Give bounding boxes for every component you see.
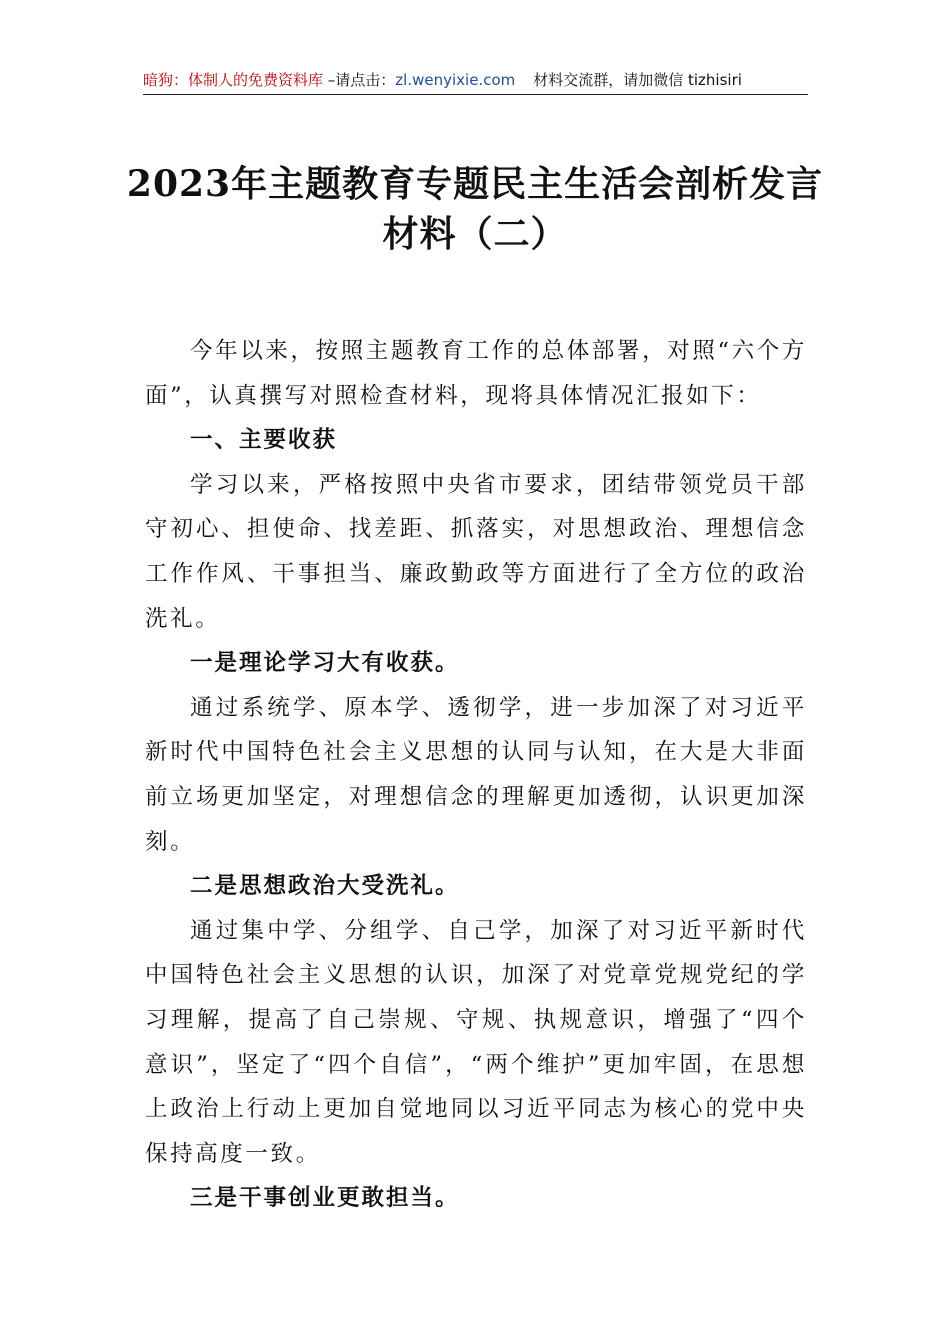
subheading-political-thought: 二是思想政治大受洗礼。 [190, 873, 460, 900]
subheading-responsibility: 三是干事创业更敢担当。 [190, 1185, 460, 1212]
section-heading-main-gains: 一、主要收获 [190, 427, 338, 454]
document-title-line-1: 2023年主题教育专题民主生活会剖析发言 [126, 163, 824, 205]
subheading-theory-study: 一是理论学习大有收获。 [190, 650, 460, 677]
paragraph-theory-study: 通过系统学、原本学、透彻学，进一步加深了对习近平新时代中国特色社会主义思想的认同与认知，在大是大非面前立场更加坚定，对理想信念的理解更加透彻，认识更加深刻。 [145, 694, 807, 855]
header-brand: 暗狗：体制人的免费资料库 [143, 71, 324, 89]
intro-paragraph: 今年以来，按照主题教育工作的总体部署，对照“六个方面”，认真撰写对照检查材料，现将具体情况汇报如下： [145, 338, 807, 409]
paragraph-main-gains: 学习以来，严格按照中央省市要求，团结带领党员干部守初心、担使命、找差距、抓落实，对思想政治、理想信念工作作风、干事担当、廉政勤政等方面进行了全方位的政治洗礼。 [145, 471, 807, 632]
document-body [145, 329, 807, 1221]
page-header [143, 66, 808, 95]
paragraph-political-thought: 通过集中学、分组学、自己学，加深了对习近平新时代中国特色社会主义思想的认识，加深了对党章党规党纪的学习理解，提高了自己崇规、守规、执规意识，增强了“四个意识”，坚定了“四个自信”，“两个维护”更加牢固，在思想上政治上行动上更加自觉地同以习近平同志为核心的党中央保持高度一致。 [145, 917, 807, 1167]
document-title-line-2: 材料（二） [382, 213, 568, 255]
header-separator: –请点击： [323, 71, 396, 89]
header-link[interactable]: zl.wenyixie.com [395, 71, 516, 89]
header-contact: 材料交流群，请加微信 tizhisiri [533, 71, 742, 89]
